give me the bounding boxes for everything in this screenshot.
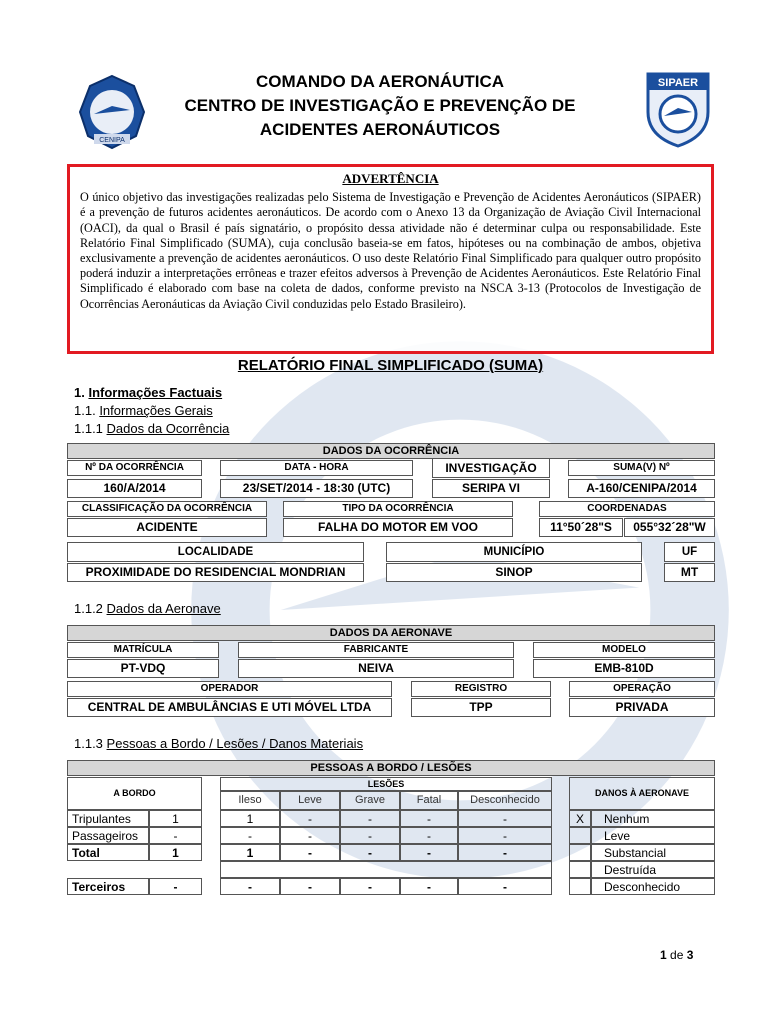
uf-label: UF: [664, 542, 715, 562]
page-number: [660, 948, 693, 962]
section-1-1: [74, 403, 213, 418]
damage-label: Desconhecido: [591, 878, 715, 895]
datetime-label: DATA - HORA: [220, 460, 413, 476]
lesions-header: LESÕES: [220, 777, 552, 791]
header-line-3: ACIDENTES AERONÁUTICOS: [259, 120, 501, 139]
damage-label: Destruída: [591, 861, 715, 878]
section-1-1-3: [74, 736, 363, 751]
damage-rows: [569, 810, 715, 896]
municipality-label: MUNICÍPIO: [386, 542, 642, 562]
damage-label: Substancial: [591, 844, 715, 861]
persons-row-value: -: [340, 844, 400, 861]
damage-mark: [569, 861, 591, 878]
page-current: 1: [660, 948, 667, 962]
warning-box: [67, 164, 714, 354]
persons-spacer-row: [220, 861, 552, 878]
persons-row-value: -: [458, 878, 552, 895]
occurrence-table-title: DADOS DA OCORRÊNCIA: [67, 443, 715, 459]
persons-row: [67, 827, 557, 844]
persons-row-value: -: [400, 878, 458, 895]
persons-row-aboard: -: [149, 878, 202, 895]
damage-mark: X: [569, 810, 591, 827]
section-1-1-number: 1.1.: [74, 403, 96, 418]
persons-row-value: -: [280, 878, 340, 895]
aboard-header: A BORDO: [67, 777, 202, 810]
type-value: FALHA DO MOTOR EM VOO: [283, 518, 513, 537]
persons-row-value: -: [280, 844, 340, 861]
longitude-value: 055°32´28"W: [624, 518, 715, 537]
section-1-1-2: [74, 601, 221, 616]
persons-row-label: Passageiros: [67, 827, 149, 844]
occurrence-number-value: 160/A/2014: [67, 479, 202, 498]
persons-row-aboard: 1: [149, 844, 202, 861]
manufacturer-value: NEIVA: [238, 659, 514, 678]
section-1-1-1: [74, 421, 229, 436]
section-1-1-3-title: Pessoas a Bordo / Lesões / Danos Materiais: [106, 736, 364, 751]
section-1-title: Informações Factuais: [88, 385, 223, 400]
classification-label: CLASSIFICAÇÃO DA OCORRÊNCIA: [67, 501, 267, 517]
manufacturer-label: FABRICANTE: [238, 642, 514, 658]
section-1: [74, 385, 222, 400]
suma-value: A-160/CENIPA/2014: [568, 479, 715, 498]
registration-label: MATRÍCULA: [67, 642, 219, 658]
cenipa-logo: [72, 72, 152, 152]
lesion-columns: [220, 791, 552, 810]
page-total: 3: [686, 948, 694, 962]
operation-value: PRIVADA: [569, 698, 715, 717]
uf-value: MT: [664, 563, 715, 582]
investigation-value: SERIPA VI: [432, 479, 550, 498]
persons-row-aboard: 1: [149, 810, 202, 827]
damage-mark: [569, 878, 591, 895]
operation-label: OPERAÇÃO: [569, 681, 715, 697]
col-minor: Leve: [280, 791, 340, 810]
page-separator: de: [670, 948, 684, 962]
col-fatal: Fatal: [400, 791, 458, 810]
suma-label: SUMA(V) Nº: [568, 460, 715, 476]
datetime-value: 23/SET/2014 - 18:30 (UTC): [220, 479, 413, 498]
persons-row-value: -: [220, 827, 280, 844]
persons-rows: [67, 810, 557, 896]
section-1-1-2-title: Dados da Aeronave: [106, 601, 221, 616]
persons-row-value: -: [280, 810, 340, 827]
persons-row-value: 1: [220, 844, 280, 861]
section-1-number: 1.: [74, 385, 85, 400]
col-serious: Grave: [340, 791, 400, 810]
damage-mark: [569, 844, 591, 861]
municipality-value: SINOP: [386, 563, 642, 582]
header-line-2: CENTRO DE INVESTIGAÇÃO E PREVENÇÃO DE: [184, 96, 576, 115]
location-value: PROXIMIDADE DO RESIDENCIAL MONDRIAN: [67, 563, 364, 582]
sipaer-logo-text: SIPAER: [657, 77, 699, 89]
registration-value: PT-VDQ: [67, 659, 219, 678]
sipaer-logo: [638, 68, 718, 148]
persons-row-value: -: [400, 827, 458, 844]
persons-row-value: -: [340, 878, 400, 895]
section-1-1-1-title: Dados da Ocorrência: [106, 421, 230, 436]
persons-row-label: Total: [67, 844, 149, 861]
persons-row-value: -: [458, 810, 552, 827]
type-label: TIPO DA OCORRÊNCIA: [283, 501, 513, 517]
damage-header: DANOS À AERONAVE: [569, 777, 715, 810]
persons-row-label: Terceiros: [67, 878, 149, 895]
section-1-1-1-number: 1.1.1: [74, 421, 103, 436]
header-title: [150, 70, 610, 142]
col-unknown: Desconhecido: [458, 791, 552, 810]
persons-row-aboard: -: [149, 827, 202, 844]
section-1-1-title: Informações Gerais: [99, 403, 213, 418]
persons-row-value: -: [220, 878, 280, 895]
aircraft-table-title: DADOS DA AERONAVE: [67, 625, 715, 641]
persons-row: [67, 878, 557, 895]
model-value: EMB-810D: [533, 659, 715, 678]
operator-label: OPERADOR: [67, 681, 392, 697]
operator-value: CENTRAL DE AMBULÂNCIAS E UTI MÓVEL LTDA: [67, 698, 392, 717]
persons-row-value: -: [458, 827, 552, 844]
latitude-value: 11°50´28"S: [539, 518, 623, 537]
persons-row-value: -: [280, 827, 340, 844]
investigation-label: INVESTIGAÇÃO: [432, 458, 550, 478]
persons-row-value: -: [340, 827, 400, 844]
section-1-1-3-number: 1.1.3: [74, 736, 103, 751]
persons-row-label: Tripulantes: [67, 810, 149, 827]
location-label: LOCALIDADE: [67, 542, 364, 562]
coordinates-label: COORDENADAS: [539, 501, 715, 517]
damage-mark: [569, 827, 591, 844]
model-label: MODELO: [533, 642, 715, 658]
persons-row: [67, 810, 557, 827]
warning-body: O único objetivo das investigações realizadas pelo Sistema de Investigação e Prevenção de Acidentes Aeronáuticos (SIPAER) é a prevenção de futuros acidentes aeronáuticos. De acordo com o Anexo 13 da Organização de Aviação Civil Internacional (OACI), da qual o Brasil é país signatário, o propósito dessa atividade não é determinar culpa ou responsabilidade. Este Relatório Final Simplificado (SUMA), cuja conclusão baseia-se em fatos, hipóteses ou na combinação de ambos, objetiva exclusivamente a prevenção de acidentes aeronáuticos. O uso deste Relatório Final Simplificado para qualquer outro propósito poderá induzir a interpretações errôneas e trazer efeitos adversos à Prevenção de Acidentes Aeronáuticos. Este Relatório Final Simplificado é elaborado com base na coleta de dados, conforme previsto na NSCA 3-13 (Protocolos de Investigação de Ocorrências Aeronáuticas da Aviação Civil conduzidas pelo Estado Brasileiro).: [80, 190, 701, 311]
section-1-1-2-number: 1.1.2: [74, 601, 103, 616]
report-title: RELATÓRIO FINAL SIMPLIFICADO (SUMA): [237, 357, 544, 374]
registry-value: TPP: [411, 698, 551, 717]
header-line-1: COMANDO DA AERONÁUTICA: [255, 72, 505, 91]
persons-row-value: -: [458, 844, 552, 861]
warning-title: ADVERTÊNCIA: [342, 171, 439, 186]
persons-row-value: -: [400, 844, 458, 861]
col-unharmed: Ileso: [220, 791, 280, 810]
persons-row-value: -: [400, 810, 458, 827]
persons-table-title: PESSOAS A BORDO / LESÕES: [67, 760, 715, 776]
persons-row-value: 1: [220, 810, 280, 827]
damage-label: Nenhum: [591, 810, 715, 827]
cenipa-logo-text: CENIPA: [99, 137, 125, 144]
registry-label: REGISTRO: [411, 681, 551, 697]
persons-row-value: -: [340, 810, 400, 827]
damage-label: Leve: [591, 827, 715, 844]
classification-value: ACIDENTE: [67, 518, 267, 537]
occurrence-number-label: Nº DA OCORRÊNCIA: [67, 460, 202, 476]
persons-row: [67, 844, 557, 861]
